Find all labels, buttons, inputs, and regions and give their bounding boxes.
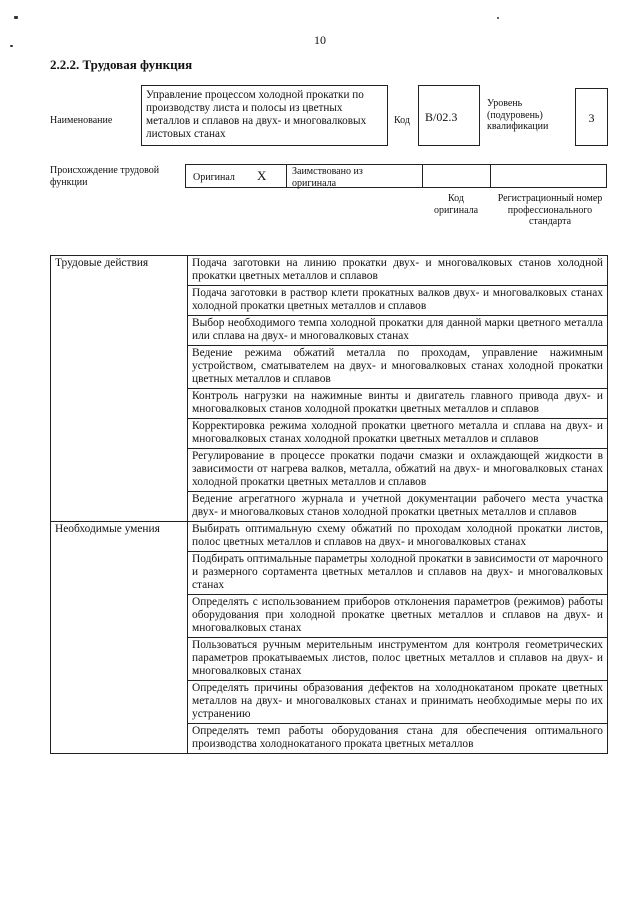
level-value-box: [575, 88, 608, 146]
level-value: 3: [588, 111, 595, 125]
code-value: В/02.3: [425, 110, 458, 124]
table-row: [51, 256, 608, 286]
origin-label: Происхождение трудовой функции: [50, 165, 160, 188]
table-cell: Подача заготовки на линию прокатки двух- и многовалковых станов холодной прокатки цветных металлов и сплавов: [188, 256, 608, 286]
section-title-skills: Необходимые умения: [51, 522, 188, 754]
function-table: [50, 255, 608, 754]
table-cell: Ведение агрегатного журнала и учетной документации рабочего места участка двух- и многовалковых станов холодной прокатки цветных металлов и сплавов: [188, 492, 608, 522]
table-cell: Выбор необходимого темпа холодной прокатки для данной марки цветного металла или сплава на двух- и многовалковых станах: [188, 316, 608, 346]
scan-speck: [14, 16, 18, 19]
code-label: Код: [394, 115, 410, 126]
table-cell: Определять причины образования дефектов на холоднокатаном прокате цветных металлов на двух- и многовалковых станах и принимать необходимые меры по их устранению: [188, 681, 608, 724]
page-number: 10: [314, 33, 326, 47]
reg-caption: Регистрационный номер профессионального стандарта: [497, 193, 603, 227]
table-cell: Подача заготовки в раствор клети прокатных валков двух- и многовалковых станах холодной прокатки цветных металлов и сплавов: [188, 286, 608, 316]
origin-cell-divider: [490, 164, 491, 188]
table-row: [51, 522, 608, 552]
table-cell: Пользоваться ручным мерительным инструментом для контроля геометрических параметров прокатываемых листов, полос цветных металлов и сплавов на двух- и многовалковых станах: [188, 638, 608, 681]
table-cell: Определять с использованием приборов отклонения параметров (режимов) работы оборудования при холодной прокатке цветных металлов и сплавов на двух- и многовалковых станах: [188, 595, 608, 638]
table-cell: Корректировка режима холодной прокатки цветного металла и сплава на двух- и многовалковых станах холодной прокатки цветных металлов и сплавов: [188, 419, 608, 449]
table-cell: Регулирование в процессе прокатки подачи смазки и охлаждающей жидкости в зависимости от нагрева валков, металла, обжатий на двух- и многовалковых станах холодной прокатки цветных металлов и сплавов: [188, 449, 608, 492]
table-cell: Ведение режима обжатий металла по проходам, управление нажимным устройством, сматывателем на двух- и многовалковых станах холодной прокатки цветных металлов и сплавов: [188, 346, 608, 389]
table-cell: Контроль нагрузки на нажимные винты и двигатель главного привода двух- и многовалковых станов холодной прокатки цветных металлов и сплавов: [188, 389, 608, 419]
scan-speck: [497, 17, 499, 19]
section-title: 2.2.2. Трудовая функция: [50, 57, 193, 72]
table-cell: Выбирать оптимальную схему обжатий по проходам холодной прокатки листов, полос цветных металлов и сплавов на двух- и многовалковых станах: [188, 522, 608, 552]
origin-cell-divider: [422, 164, 423, 188]
origin-cell-divider: [286, 164, 287, 188]
name-label: Наименование: [50, 115, 113, 126]
borrowed-label: Заимствовано из оригинала: [292, 166, 363, 189]
original-label: Оригинал: [193, 172, 235, 183]
name-value: Управление процессом холодной прокатки по производству листа и полосы из цветных металлов и сплавов на двух- и многовалковых листовых станах: [146, 89, 367, 140]
original-mark: X: [257, 168, 267, 183]
table-cell: Определять темп работы оборудования стана для обеспечения оптимального производства холоднокатаного проката цветных металлов: [188, 724, 608, 754]
section-title-actions: Трудовые действия: [51, 256, 188, 522]
name-value-box: [141, 85, 388, 146]
level-label: Уровень (подуровень) квалификации: [487, 98, 549, 132]
code-value-box: [418, 85, 480, 146]
code-caption: Код оригинала: [433, 193, 479, 216]
table-cell: Подбирать оптимальные параметры холодной прокатки в зависимости от марочного и размерного сортамента цветных металлов и сплавов на двух- и многовалковых станах: [188, 552, 608, 595]
